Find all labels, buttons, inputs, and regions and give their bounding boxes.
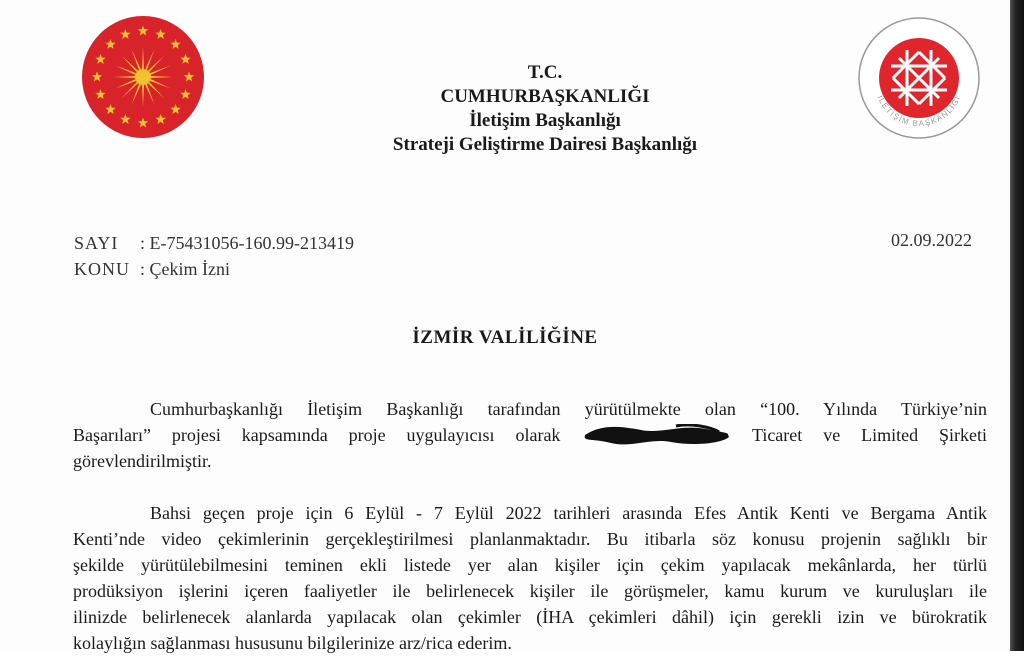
paragraph1-line3: görevlendirilmiştir. (73, 451, 212, 471)
paragraph2 (73, 500, 987, 656)
header-line-department: Strateji Geliştirme Dairesi Başkanlığı (392, 134, 698, 155)
letter-body (73, 396, 987, 656)
svg-text:İLETİŞİM BAŞKANLIĞI: İLETİŞİM BAŞKANLIĞI (875, 94, 963, 129)
document-header (280, 61, 810, 157)
paragraph1-line2-end: Ticaret ve Limited Şirketi (751, 425, 987, 445)
paragraph1-line1: Cumhurbaşkanlığı İletişim Başkanlığı tarafından yürütülmekte olan “100. Yılında Türkiye’nin (150, 399, 987, 419)
document-date: 02.09.2022 (891, 230, 972, 250)
paragraph2-line: kolaylığın sağlanması hususunu bilgilerinize arz/rica ederim. (73, 633, 512, 653)
paragraph2-line: şekilde yürütülebilmesini teminen ekli listede yer alan kişiler için çekim yapılacak mekânlarda, her türlü (73, 555, 987, 575)
paragraph1-line2-start: Başarıları” projesi kapsamında proje uygulayıcısı olarak (73, 425, 561, 445)
presidential-seal-icon (80, 14, 206, 140)
document-meta (74, 230, 354, 282)
paragraph2-line: Kenti’nde video çekimlerinin gerçekleştirilmesi planlanmaktadır. Bu itibarla söz konusu projenin sağlıklı bir (73, 529, 987, 549)
paragraph2-line: Bahsi geçen proje için 6 Eylül - 7 Eylül 2022 tarihleri arasında Efes Antik Kenti ve Bergama Antik (150, 503, 987, 523)
konu-value: : Çekim İzni (140, 259, 230, 279)
header-line-tc: T.C. (527, 62, 563, 83)
recipient-heading: İZMİR VALİLİĞİNE (412, 327, 598, 348)
scan-edge-shadow (1010, 0, 1024, 651)
paragraph2-line: ilinizde belirlenecek alanlarda yapılacak olan çekimler (İHA çekimleri dâhil) için gerekli izin ve bürokratik (73, 607, 987, 627)
header-line-presidency: CUMHURBAŞKANLIĞI (440, 86, 650, 107)
iletisim-baskanligi-logo-icon (857, 16, 981, 140)
sayi-label: SAYI (74, 233, 119, 253)
konu-label: KONU (74, 259, 130, 279)
redaction-mark (581, 424, 731, 446)
header-line-directorate: İletişim Başkanlığı (469, 110, 621, 131)
paragraph2-line: prodüksiyon işlerini içeren faaliyetler ile belirlenecek kişiler ile görüşmeler, kamu kurum ve kuruluşları ile (73, 581, 987, 601)
sayi-value: : E-75431056-160.99-213419 (140, 233, 354, 253)
paragraph1-line2 (73, 422, 987, 448)
